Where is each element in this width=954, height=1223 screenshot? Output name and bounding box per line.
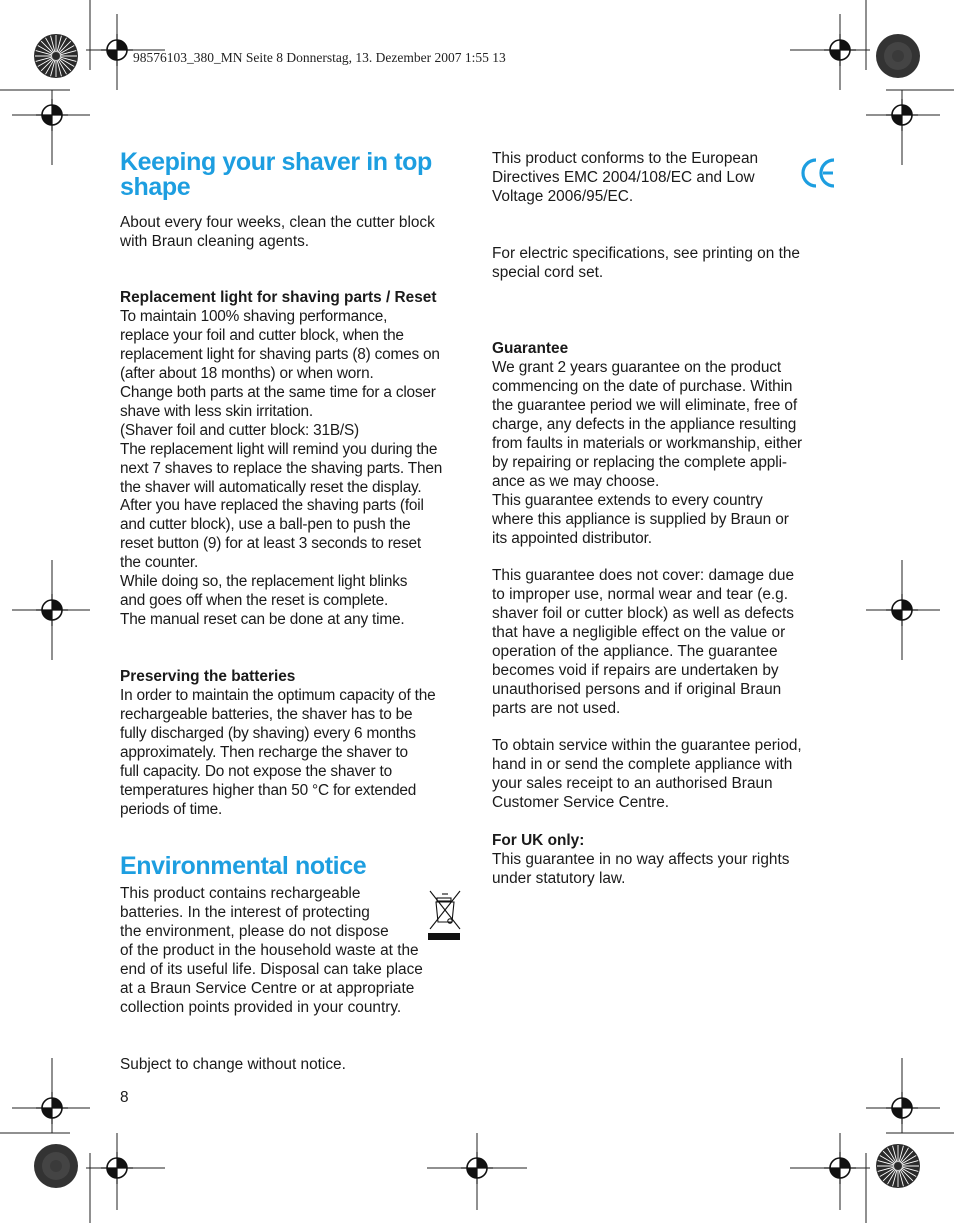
electric-spec-paragraph: For electric specifications, see printing on the special cord set. [492,245,800,281]
ce-mark-icon [799,156,837,190]
batteries-body: In order to maintain the optimum capacity of the rechargeable batteries, the shaver has to be fully discharged (by shaving) every 6 months approximately. Then recharge the shaver to full capacity. Do not expose the shaver to temperatures higher than 50 °C for extended periods of time. [120,686,436,818]
crossed-bin-icon [428,889,462,941]
environment-paragraph: This product contains rechargeable batteries. In the interest of protecting the environment, please do not dispose of the product in the household waste at the end of its useful life. Disposal can take place at a Braun Service Centre or at appropriate collection points provided in your country. [120,885,423,1016]
replacement-section [120,289,466,630]
replacement-body: To maintain 100% shaving performance, replace your foil and cutter block, when the replacement light for shaving parts (8) comes on (after about 18 months) or when worn. Change both parts at the same time for a closer shave with less skin irritation. (Shaver foil and cutter block: 31B/S) The replacement light will remind you during the next 7 shaves to replace the shaving parts. Then the shaver will automatically reset the display. After you have replaced the shaving parts (foil and cutter block), use a ball-pen to push the reset button (9) for at least 3 seconds to reset the counter. While doing so, the replacement light blinks and goes off when the reset is complete. The manual reset can be done at any time. [120,307,443,629]
subject-to-change: Subject to change without notice. [120,1056,346,1073]
batteries-section [120,668,466,820]
uk-heading: For UK only: [492,832,585,849]
batteries-heading: Preserving the batteries [120,668,296,685]
uk-section [492,832,836,889]
conformity-paragraph: This product conforms to the European Directives EMC 2004/108/EC and Low Voltage 2006/95/EC. [492,150,759,205]
page-number: 8 [120,1089,129,1106]
guarantee-body-1: We grant 2 years guarantee on the product commencing on the date of purchase. Within the guarantee period we will eliminate, free of charge, any defects in the appliance resulting from faults in materials or workmanship, either by repairing or replacing the complete appli- ance as we may choose. This guarantee extends to every country where this appliance is supplied by Braun or its appointed distributor. [492,358,803,547]
intro-paragraph: About every four weeks, clean the cutter block with Braun cleaning agents. [120,214,435,250]
heading-keeping-shaver: Keeping your shaver in top shape [120,148,432,201]
print-slug: 98576103_380_MN Seite 8 Donnerstag, 13. Dezember 2007 1:55 13 [133,50,506,65]
replacement-heading: Replacement light for shaving parts / Reset [120,289,437,306]
uk-body: This guarantee in no way affects your rights under statutory law. [492,850,790,887]
heading-environmental-notice: Environmental notice [120,852,367,880]
guarantee-body-3: To obtain service within the guarantee period, hand in or send the complete appliance with your sales receipt to an authorised Braun Customer Service Centre. [492,737,802,811]
guarantee-section [492,340,836,548]
guarantee-heading: Guarantee [492,340,569,357]
guarantee-body-2: This guarantee does not cover: damage due to improper use, normal wear and tear (e.g. shaver foil or cutter block) as well as defects that have a negligible effect on the value or operation of the appliance. The guarantee becomes void if repairs are undertaken by unauthorised persons and if original Braun parts are not used. [492,567,795,717]
